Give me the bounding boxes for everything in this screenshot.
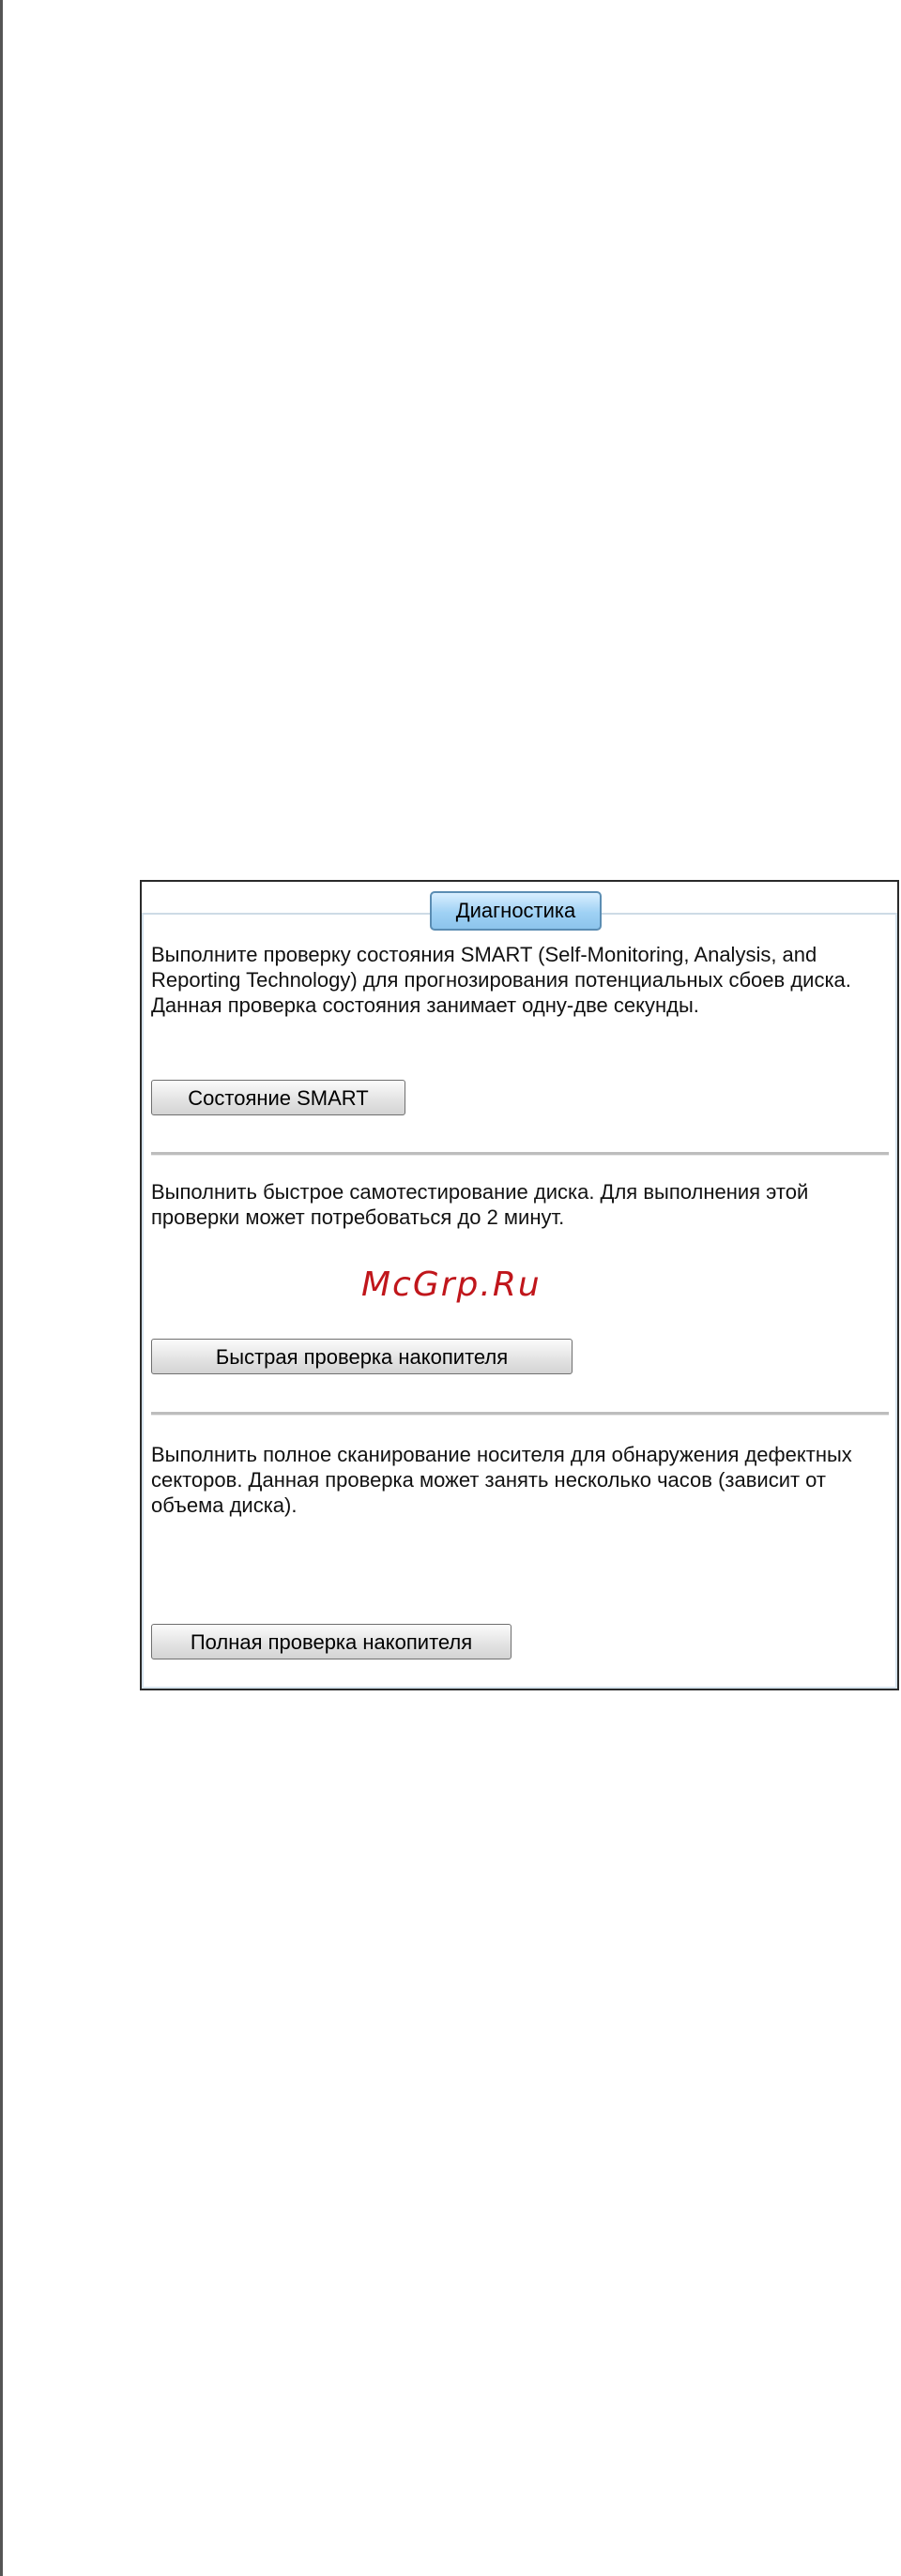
section-divider [151, 1152, 889, 1156]
quick-test-description: Выполнить быстрое самотестирование диска. Для выполнения этой проверки может потребоваться до 2 минут. [151, 1180, 809, 1229]
section-divider [151, 1412, 889, 1416]
full-scan-button[interactable]: Полная проверка накопителя [151, 1624, 512, 1659]
page-left-border [0, 0, 3, 2576]
quick-test-button[interactable]: Быстрая проверка накопителя [151, 1339, 573, 1374]
smart-description: Выполните проверку состояния SMART (Self-Monitoring, Analysis, and Reporting Technology) для прогнозирования потенциальных сбоев диска. Данная проверка состояния занимает одну-две секунды. [151, 943, 851, 1017]
watermark-text: McGrp.Ru [361, 1265, 542, 1304]
tab-diagnostics[interactable]: Диагностика [430, 891, 602, 931]
smart-status-button[interactable]: Состояние SMART [151, 1080, 405, 1115]
full-scan-description: Выполнить полное сканирование носителя для обнаружения дефектных секторов. Данная проверка может занять несколько часов (зависит от объема диска). [151, 1443, 852, 1517]
